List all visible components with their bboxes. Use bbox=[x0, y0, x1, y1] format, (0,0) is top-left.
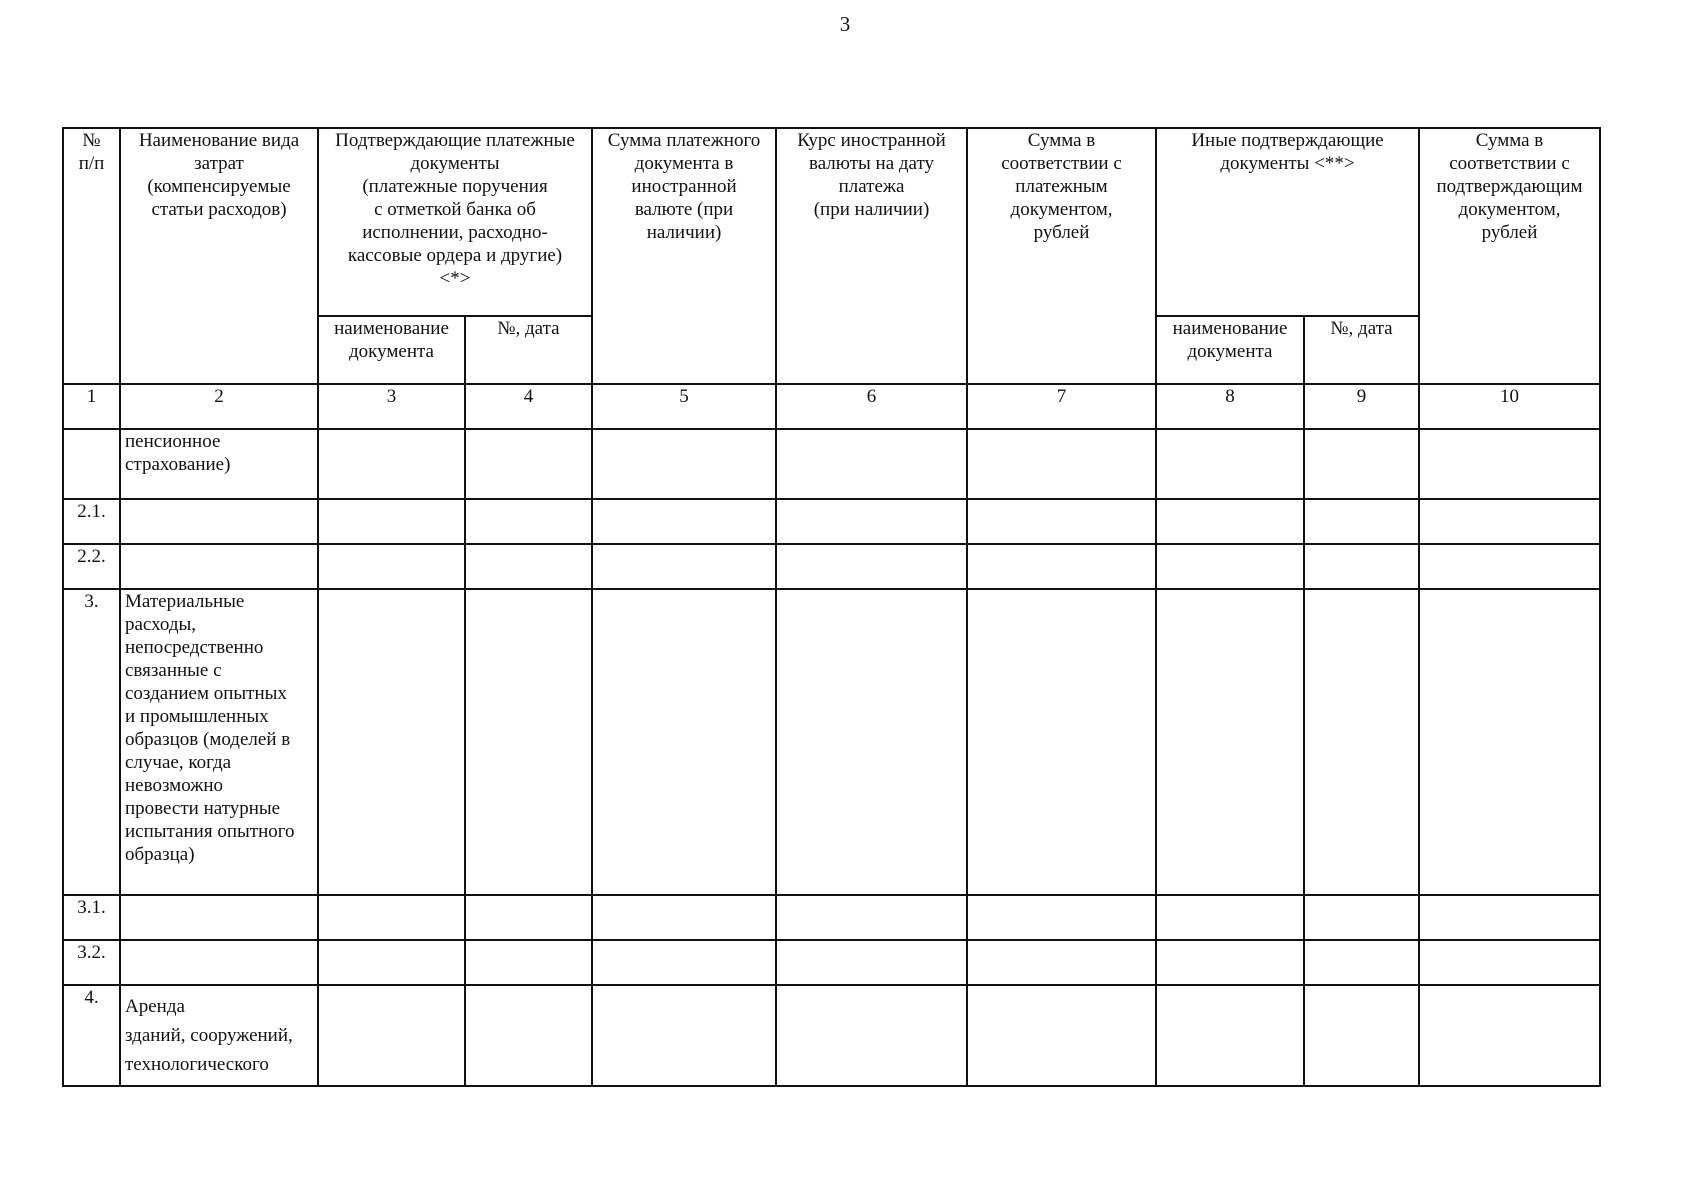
header-row-number: № п/п bbox=[63, 128, 120, 384]
column-number-1: 1 bbox=[63, 384, 120, 429]
row-expense-name: Аренда зданий, сооружений, технологического bbox=[120, 985, 318, 1086]
row-expense-name: пенсионное страхование) bbox=[120, 429, 318, 499]
empty-cell-col-3[interactable] bbox=[318, 499, 465, 544]
header-payment-documents: Подтверждающие платежные документы (платежные поручения с отметкой банка об исполнении, расходно- кассовые ордера и другие) <*> bbox=[318, 128, 592, 316]
empty-cell-col-3[interactable] bbox=[318, 429, 465, 499]
empty-cell-col-10[interactable] bbox=[1419, 499, 1600, 544]
empty-cell-col-5[interactable] bbox=[592, 589, 776, 895]
table-row bbox=[63, 544, 1600, 589]
empty-cell-col-10[interactable] bbox=[1419, 940, 1600, 985]
column-number-4: 4 bbox=[465, 384, 592, 429]
empty-cell-col-7[interactable] bbox=[967, 940, 1156, 985]
page-number: 3 bbox=[839, 12, 851, 36]
expense-report-table bbox=[62, 127, 1601, 1087]
row-index: 3.2. bbox=[63, 940, 120, 985]
empty-cell-col-6[interactable] bbox=[776, 544, 967, 589]
column-number-10: 10 bbox=[1419, 384, 1600, 429]
empty-cell-col-9[interactable] bbox=[1304, 895, 1419, 940]
empty-cell-col-3[interactable] bbox=[318, 940, 465, 985]
empty-cell-col-6[interactable] bbox=[776, 940, 967, 985]
empty-cell-col-3[interactable] bbox=[318, 985, 465, 1086]
empty-cell-col-9[interactable] bbox=[1304, 499, 1419, 544]
empty-cell-col-8[interactable] bbox=[1156, 499, 1304, 544]
empty-cell-col-10[interactable] bbox=[1419, 544, 1600, 589]
subheader-other-number-date: №, дата bbox=[1304, 316, 1419, 384]
empty-cell-col-3[interactable] bbox=[318, 589, 465, 895]
empty-cell-col-9[interactable] bbox=[1304, 985, 1419, 1086]
subheader-other-document-name: наименование документа bbox=[1156, 316, 1304, 384]
empty-cell-col-8[interactable] bbox=[1156, 985, 1304, 1086]
empty-cell-col-4[interactable] bbox=[465, 429, 592, 499]
header-amount-per-payment-document: Сумма в соответствии с платежным документом, рублей bbox=[967, 128, 1156, 384]
empty-cell-col-9[interactable] bbox=[1304, 589, 1419, 895]
row-index: 2.1. bbox=[63, 499, 120, 544]
subheader-document-name: наименование документа bbox=[318, 316, 465, 384]
row-index: 3.1. bbox=[63, 895, 120, 940]
empty-cell-col-4[interactable] bbox=[465, 895, 592, 940]
header-expense-type: Наименование вида затрат (компенсируемые статьи расходов) bbox=[120, 128, 318, 384]
empty-cell-col-9[interactable] bbox=[1304, 544, 1419, 589]
header-other-supporting-documents: Иные подтверждающие документы <**> bbox=[1156, 128, 1419, 316]
row-expense-name bbox=[120, 499, 318, 544]
empty-cell-col-3[interactable] bbox=[318, 895, 465, 940]
column-number-9: 9 bbox=[1304, 384, 1419, 429]
empty-cell-col-10[interactable] bbox=[1419, 429, 1600, 499]
empty-cell-col-5[interactable] bbox=[592, 895, 776, 940]
empty-cell-col-5[interactable] bbox=[592, 499, 776, 544]
empty-cell-col-6[interactable] bbox=[776, 429, 967, 499]
empty-cell-col-6[interactable] bbox=[776, 589, 967, 895]
empty-cell-col-4[interactable] bbox=[465, 544, 592, 589]
row-index: 4. bbox=[63, 985, 120, 1086]
empty-cell-col-7[interactable] bbox=[967, 985, 1156, 1086]
empty-cell-col-4[interactable] bbox=[465, 985, 592, 1086]
empty-cell-col-10[interactable] bbox=[1419, 895, 1600, 940]
empty-cell-col-8[interactable] bbox=[1156, 429, 1304, 499]
empty-cell-col-5[interactable] bbox=[592, 940, 776, 985]
header-row bbox=[63, 128, 1600, 316]
header-exchange-rate: Курс иностранной валюты на дату платежа (при наличии) bbox=[776, 128, 967, 384]
row-index: 3. bbox=[63, 589, 120, 895]
empty-cell-col-6[interactable] bbox=[776, 499, 967, 544]
empty-cell-col-4[interactable] bbox=[465, 589, 592, 895]
column-number-6: 6 bbox=[776, 384, 967, 429]
row-expense-name bbox=[120, 940, 318, 985]
empty-cell-col-6[interactable] bbox=[776, 985, 967, 1086]
row-index: 2.2. bbox=[63, 544, 120, 589]
empty-cell-col-8[interactable] bbox=[1156, 589, 1304, 895]
row-expense-name bbox=[120, 544, 318, 589]
subheader-number-date: №, дата bbox=[465, 316, 592, 384]
empty-cell-col-3[interactable] bbox=[318, 544, 465, 589]
empty-cell-col-10[interactable] bbox=[1419, 985, 1600, 1086]
column-number-7: 7 bbox=[967, 384, 1156, 429]
empty-cell-col-5[interactable] bbox=[592, 985, 776, 1086]
empty-cell-col-7[interactable] bbox=[967, 499, 1156, 544]
empty-cell-col-9[interactable] bbox=[1304, 429, 1419, 499]
column-number-2: 2 bbox=[120, 384, 318, 429]
empty-cell-col-6[interactable] bbox=[776, 895, 967, 940]
table-row bbox=[63, 985, 1600, 1086]
column-number-3: 3 bbox=[318, 384, 465, 429]
empty-cell-col-5[interactable] bbox=[592, 429, 776, 499]
empty-cell-col-10[interactable] bbox=[1419, 589, 1600, 895]
table-row bbox=[63, 429, 1600, 499]
empty-cell-col-8[interactable] bbox=[1156, 895, 1304, 940]
row-expense-name: Материальные расходы, непосредственно связанные с созданием опытных и промышленных образцов (моделей в случае, когда невозможно провести натурные испытания опытного образца) bbox=[120, 589, 318, 895]
row-index bbox=[63, 429, 120, 499]
header-foreign-currency-amount: Сумма платежного документа в иностранной валюте (при наличии) bbox=[592, 128, 776, 384]
row-expense-name bbox=[120, 895, 318, 940]
empty-cell-col-4[interactable] bbox=[465, 499, 592, 544]
empty-cell-col-7[interactable] bbox=[967, 544, 1156, 589]
empty-cell-col-7[interactable] bbox=[967, 895, 1156, 940]
table-row bbox=[63, 499, 1600, 544]
header-amount-per-supporting-document: Сумма в соответствии с подтверждающим документом, рублей bbox=[1419, 128, 1600, 384]
empty-cell-col-8[interactable] bbox=[1156, 544, 1304, 589]
table-row bbox=[63, 895, 1600, 940]
table-row bbox=[63, 589, 1600, 895]
empty-cell-col-4[interactable] bbox=[465, 940, 592, 985]
column-number-row bbox=[63, 384, 1600, 429]
empty-cell-col-7[interactable] bbox=[967, 429, 1156, 499]
empty-cell-col-5[interactable] bbox=[592, 544, 776, 589]
empty-cell-col-9[interactable] bbox=[1304, 940, 1419, 985]
empty-cell-col-7[interactable] bbox=[967, 589, 1156, 895]
empty-cell-col-8[interactable] bbox=[1156, 940, 1304, 985]
column-number-8: 8 bbox=[1156, 384, 1304, 429]
table-row bbox=[63, 940, 1600, 985]
column-number-5: 5 bbox=[592, 384, 776, 429]
